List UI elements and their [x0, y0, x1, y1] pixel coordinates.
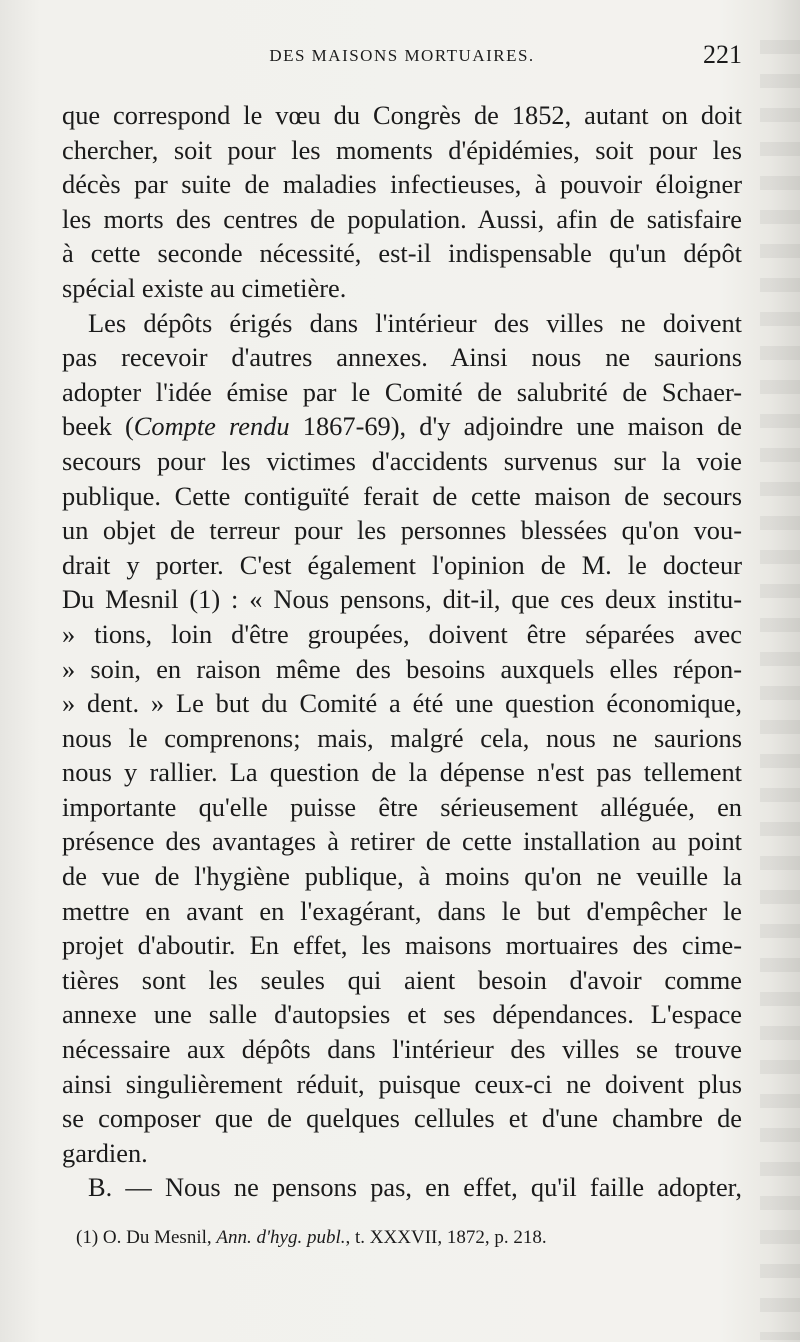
text-line: » soin, en raison même des besoins auxquels elles répon-: [62, 653, 742, 684]
text-line: publique. Cette contiguïté ferait de cette maison de secours: [62, 480, 742, 511]
text-line: spécial existe au cimetière.: [62, 272, 347, 303]
italic-title: Compte rendu: [133, 411, 290, 442]
text-segment: beek (: [62, 411, 134, 442]
text-line: nous y rallier. La question de la dépense n'est pas tellement: [62, 757, 742, 788]
text-line-with-citation: [62, 409, 742, 444]
text-line: » tions, loin d'être groupées, doivent être séparées avec: [62, 618, 742, 649]
text-line: se composer que de quelques cellules et d'une chambre de: [62, 1103, 742, 1134]
text-segment: 1867-69), d'y adjoindre une maison de: [289, 411, 742, 442]
footnote-journal: Ann. d'hyg. publ.: [216, 1227, 346, 1248]
text-line: décès par suite de maladies infectieuses, à pouvoir éloigner: [62, 169, 742, 200]
text-line: les morts des centres de population. Aussi, afin de satisfaire: [62, 203, 742, 234]
text-line: gardien.: [62, 1137, 148, 1168]
show-through-text: [760, 40, 800, 1340]
text-line: présence des avantages à retirer de cette installation au point: [62, 826, 742, 857]
text-line: un objet de terreur pour les personnes blessées qu'on vou-: [62, 515, 742, 546]
text-line: mettre en avant en l'exagérant, dans le but d'empêcher le: [62, 895, 742, 926]
text-line: projet d'aboutir. En effet, les maisons mortuaires des cime-: [62, 930, 742, 961]
text-line: importante qu'elle puisse être sérieusement alléguée, en: [62, 791, 742, 822]
footnote-reference: , t. XXXVII, 1872, p. 218.: [345, 1227, 547, 1248]
footnote-marker: (1): [76, 1227, 99, 1248]
text-line: chercher, soit pour les moments d'épidémies, soit pour les: [62, 134, 742, 165]
text-line: » dent. » Le but du Comité a été une question économique,: [62, 688, 742, 719]
text-line: annexe une salle d'autopsies et ses dépendances. L'espace: [62, 999, 742, 1030]
text-line: nous le comprenons; mais, malgré cela, nous ne saurions: [62, 722, 742, 753]
page-content: [62, 40, 742, 1249]
text-line: pas recevoir d'autres annexes. Ainsi nous ne saurions: [62, 342, 742, 373]
paragraph-1: [62, 98, 742, 306]
text-line: à cette seconde nécessité, est-il indispensable qu'un dépôt: [62, 238, 742, 269]
text-line: adopter l'idée émise par le Comité de salubrité de Schaer-: [62, 376, 742, 407]
text-line: secours pour les victimes d'accidents survenus sur la voie: [62, 445, 742, 476]
text-line: nécessaire aux dépôts dans l'intérieur des villes se trouve: [62, 1034, 742, 1065]
text-line: B. — Nous ne pensons pas, en effet, qu'il faille adopter,: [88, 1172, 742, 1203]
text-line: ainsi singulièrement réduit, puisque ceux-ci ne doivent plus: [62, 1068, 742, 1099]
paragraph-2: [62, 306, 742, 1171]
page-header: [62, 40, 742, 80]
text-line: Les dépôts érigés dans l'intérieur des villes ne doivent: [88, 307, 742, 338]
text-line: drait y porter. C'est également l'opinion de M. le docteur: [62, 549, 742, 580]
text-line: Du Mesnil (1) : « Nous pensons, dit-il, que ces deux institu-: [62, 584, 742, 615]
running-head: DES MAISONS MORTUAIRES.: [269, 46, 535, 65]
text-line: tières sont les seules qui aient besoin d'avoir comme: [62, 964, 742, 995]
text-line: que correspond le vœu du Congrès de 1852, autant on doit: [62, 100, 742, 130]
footnote: [62, 1227, 742, 1249]
footnote-author: O. Du Mesnil,: [98, 1227, 217, 1248]
text-line: de vue de l'hygiène publique, à moins qu'on ne veuille la: [62, 861, 742, 892]
page-number: 221: [703, 40, 742, 69]
paragraph-3: [62, 1170, 742, 1205]
